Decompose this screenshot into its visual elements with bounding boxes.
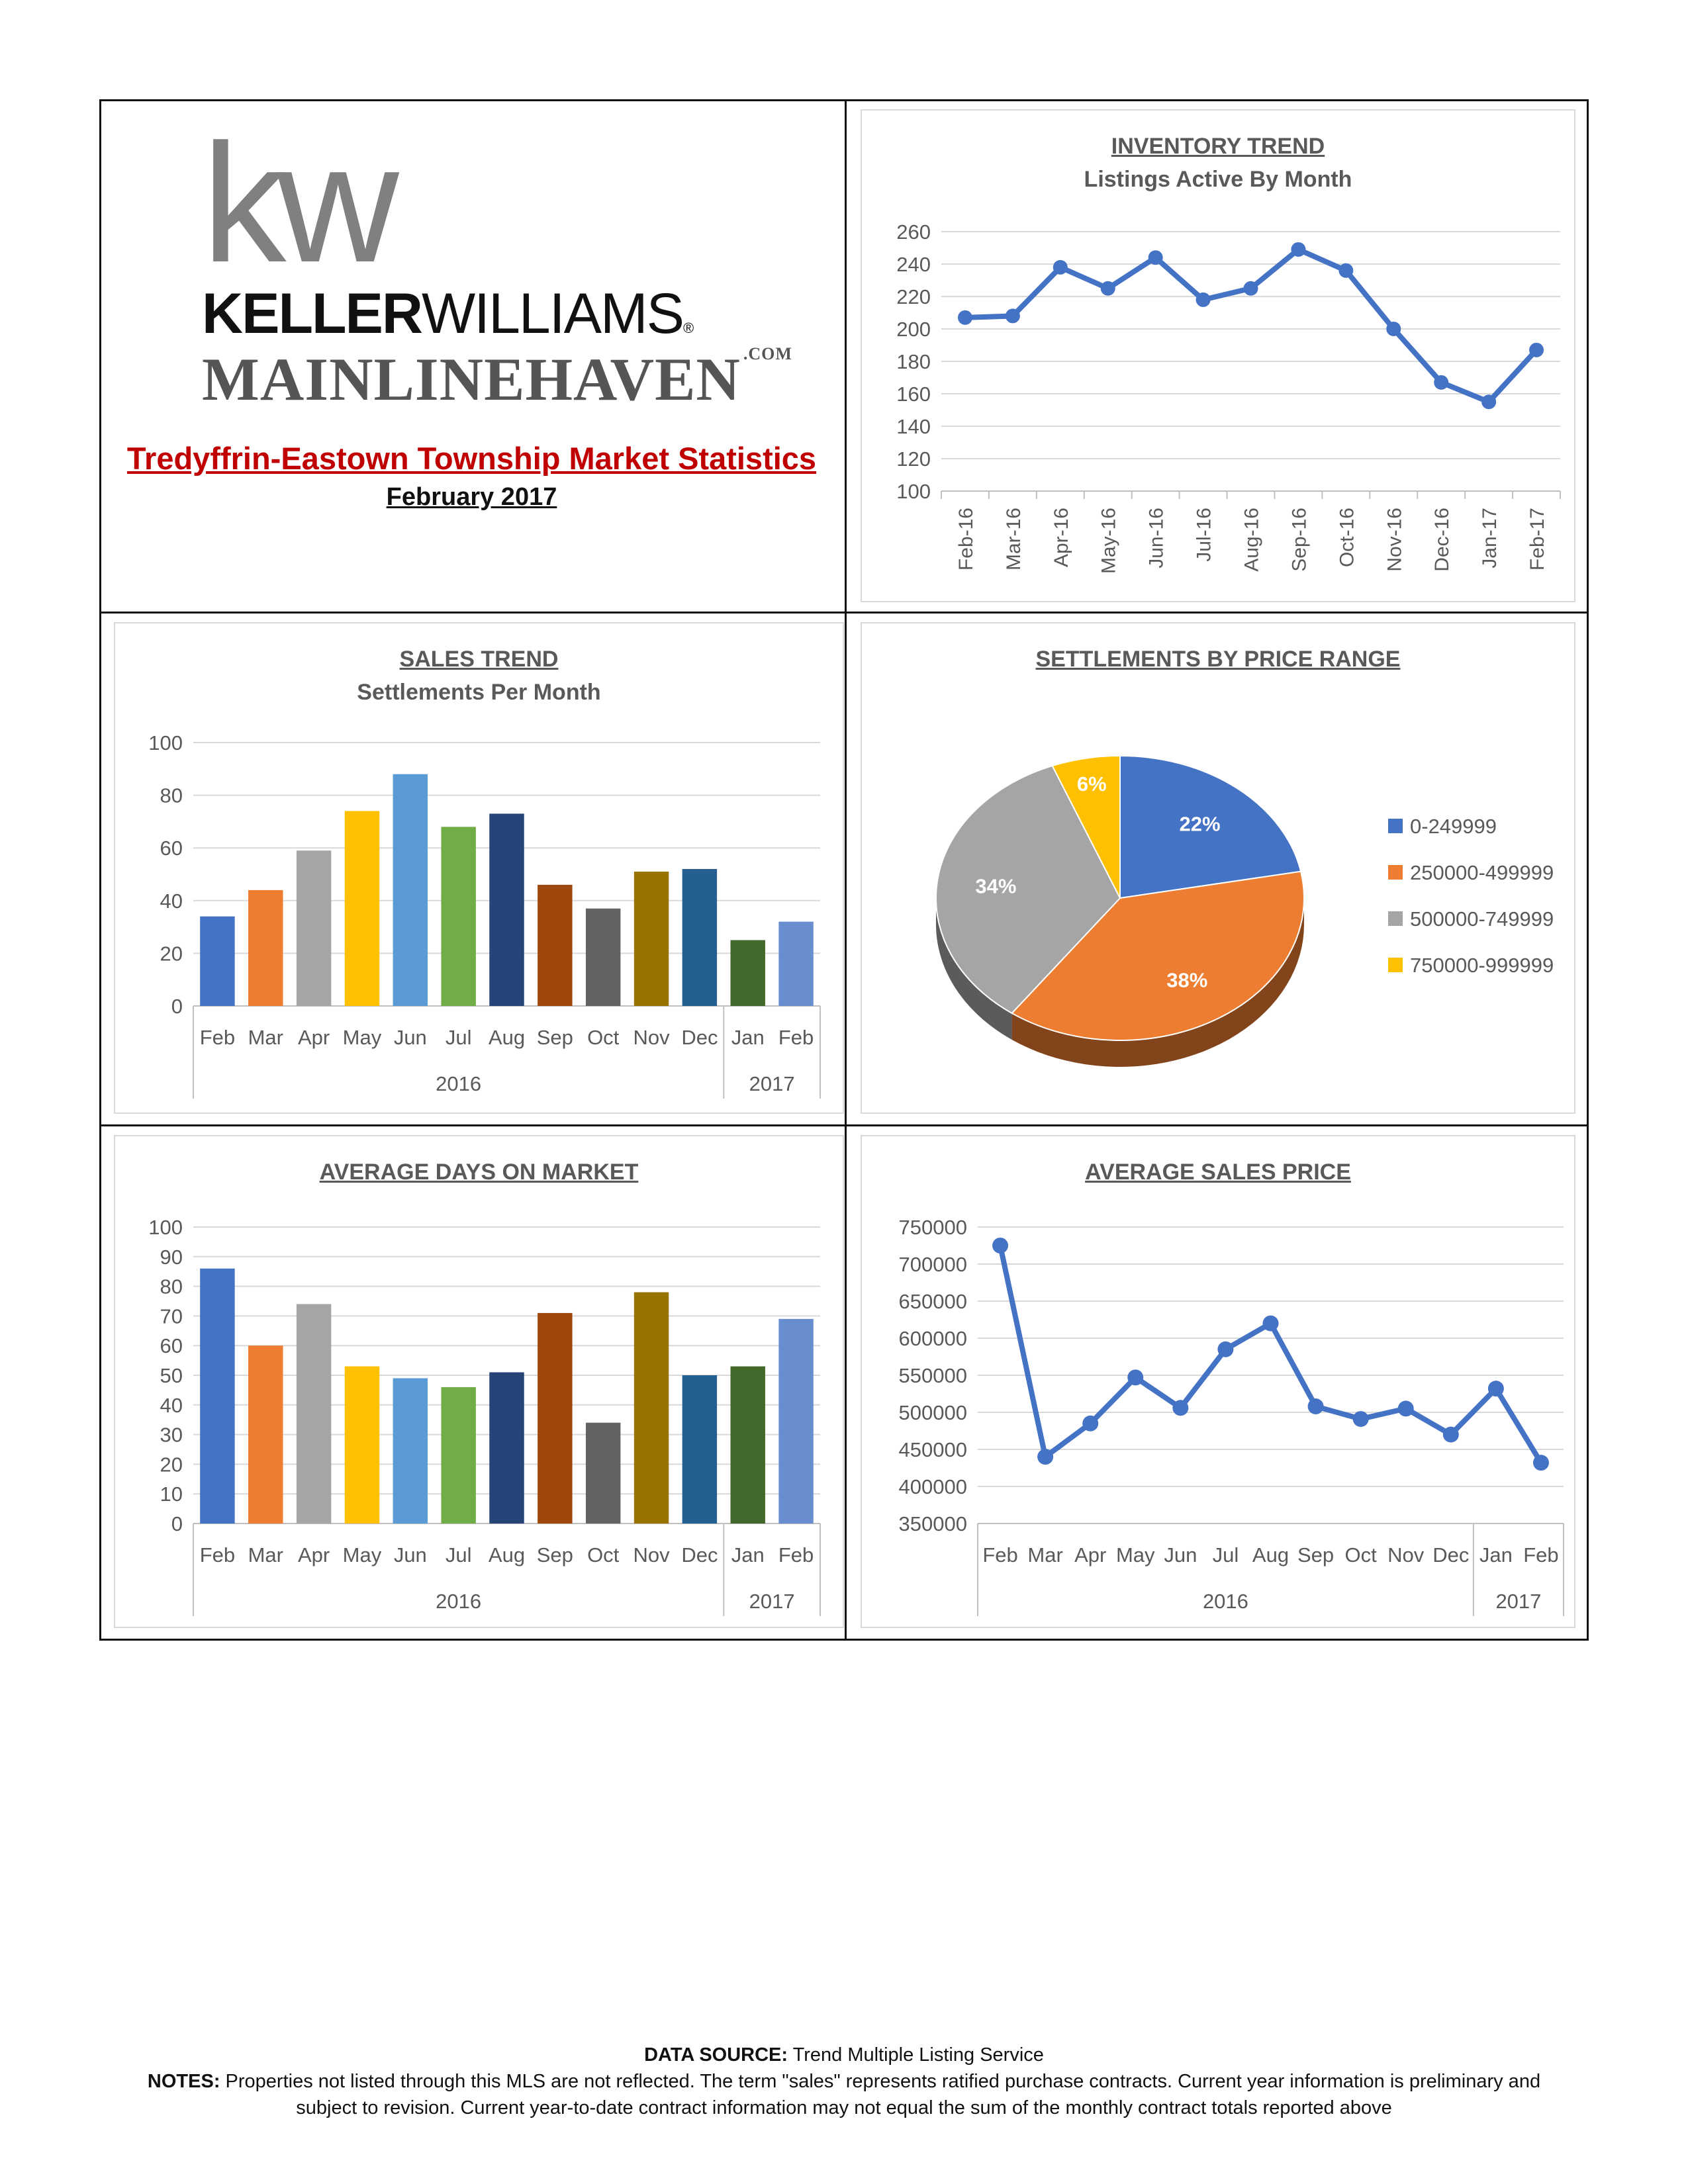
inventory-chart — [862, 111, 1574, 601]
dom-group-label: 2017 — [749, 1590, 795, 1613]
inventory-y-tick-label: 260 — [896, 220, 931, 244]
inventory-x-tick-label: Mar-16 — [1002, 508, 1025, 571]
sales-chart-subtitle: Settlements Per Month — [357, 680, 601, 705]
price-x-tick-label: Sep — [1297, 1543, 1335, 1567]
sales-x-tick-label: Dec — [681, 1026, 718, 1049]
inventory-chart-title: INVENTORY TREND — [1111, 134, 1325, 159]
price-data-point — [1353, 1411, 1369, 1427]
dom-y-tick-label: 30 — [160, 1423, 183, 1447]
price-data-point — [1082, 1416, 1098, 1432]
dom-bar — [538, 1313, 572, 1524]
price-data-point — [1308, 1398, 1324, 1414]
dom-bar — [731, 1367, 765, 1524]
dom-y-tick-label: 90 — [160, 1245, 183, 1269]
pie-legend-swatch — [1388, 911, 1403, 926]
inventory-y-tick-label: 160 — [896, 383, 931, 406]
sales-x-tick-label: Sep — [536, 1026, 573, 1049]
dom-bar — [778, 1319, 813, 1524]
price-data-point — [992, 1238, 1008, 1253]
sales-group-label: 2017 — [749, 1072, 795, 1095]
price-data-point — [1398, 1400, 1414, 1416]
sales-x-tick-label: Apr — [297, 1026, 330, 1049]
pie-legend-swatch — [1388, 865, 1403, 880]
inventory-data-point — [1291, 242, 1305, 257]
inventory-data-point — [1006, 308, 1020, 323]
sales-chart-card — [114, 622, 844, 1114]
sales-x-tick-label: Nov — [633, 1026, 670, 1049]
sales-y-tick-label: 100 — [148, 731, 183, 754]
sales-chart — [115, 623, 843, 1113]
dom-bar — [393, 1378, 428, 1524]
inventory-chart-card — [861, 109, 1575, 602]
sales-bar — [393, 774, 428, 1006]
inventory-data-point — [1244, 281, 1258, 296]
price-data-point — [1488, 1381, 1504, 1396]
price-y-tick-label: 600000 — [898, 1327, 967, 1350]
sales-x-tick-label: Jul — [445, 1026, 472, 1049]
pie-data-label: 38% — [1166, 968, 1208, 992]
pie-data-label: 34% — [975, 874, 1017, 898]
dom-y-tick-label: 70 — [160, 1304, 183, 1328]
dom-x-tick-label: Aug — [488, 1543, 526, 1567]
price-y-tick-label: 550000 — [898, 1364, 967, 1387]
sales-x-tick-label: May — [342, 1026, 382, 1049]
price-y-tick-label: 750000 — [898, 1216, 967, 1239]
sales-x-tick-label: Aug — [488, 1026, 526, 1049]
sales-x-tick-label: Jun — [393, 1026, 427, 1049]
dom-group-label: 2016 — [436, 1590, 482, 1613]
sales-group-label: 2016 — [436, 1072, 482, 1095]
dom-bar — [248, 1345, 283, 1524]
price-y-tick-label: 500000 — [898, 1401, 967, 1424]
price-chart — [862, 1136, 1574, 1627]
price-data-point — [1037, 1449, 1053, 1465]
price-y-tick-label: 700000 — [898, 1253, 967, 1276]
dom-chart-card — [114, 1135, 844, 1628]
sales-bar — [634, 872, 669, 1006]
dom-y-tick-label: 60 — [160, 1334, 183, 1358]
price-x-tick-label: Feb — [1523, 1543, 1559, 1567]
dom-x-tick-label: Jun — [393, 1543, 427, 1567]
pie-legend-label: 500000-749999 — [1410, 907, 1554, 931]
sales-bar — [778, 922, 813, 1006]
inventory-data-point — [1101, 281, 1115, 296]
page-title: Tredyffrin-Eastown Township Market Statistics — [126, 441, 817, 476]
dom-x-tick-label: Mar — [248, 1543, 283, 1567]
inventory-y-tick-label: 200 — [896, 318, 931, 341]
price-x-tick-label: Mar — [1027, 1543, 1063, 1567]
footer-source: DATA SOURCE: Trend Multiple Listing Service — [644, 2044, 1044, 2066]
sales-x-tick-label: Oct — [587, 1026, 620, 1049]
price-x-tick-label: Jan — [1479, 1543, 1513, 1567]
sales-bar — [586, 909, 620, 1006]
price-group-label: 2017 — [1495, 1590, 1542, 1613]
price-x-tick-label: Apr — [1074, 1543, 1107, 1567]
inventory-series-line — [965, 250, 1536, 402]
dom-chart — [115, 1136, 843, 1627]
dom-bar — [586, 1423, 620, 1524]
sales-bar — [345, 811, 379, 1006]
inventory-data-point — [1481, 394, 1496, 409]
sales-x-tick-label: Feb — [778, 1026, 814, 1049]
sales-bar — [682, 869, 717, 1006]
sales-x-tick-label: Jan — [731, 1026, 765, 1049]
price-data-point — [1127, 1369, 1143, 1385]
price-chart-card — [861, 1135, 1575, 1628]
inventory-x-tick-label: Apr-16 — [1050, 508, 1072, 568]
sales-y-tick-label: 80 — [160, 784, 183, 807]
dom-y-tick-label: 20 — [160, 1453, 183, 1477]
inventory-data-point — [1529, 343, 1544, 357]
inventory-data-point — [1149, 250, 1163, 265]
pie-data-label: 6% — [1076, 772, 1107, 796]
dom-x-tick-label: May — [342, 1543, 382, 1567]
settlements-chart — [862, 623, 1574, 1113]
dom-x-tick-label: Sep — [536, 1543, 573, 1567]
price-chart-title: AVERAGE SALES PRICE — [1085, 1160, 1351, 1185]
sales-bar — [538, 885, 572, 1006]
price-y-tick-label: 400000 — [898, 1475, 967, 1498]
sales-bar — [200, 917, 234, 1006]
inventory-x-tick-label: Aug-16 — [1241, 508, 1263, 572]
price-data-point — [1217, 1342, 1233, 1357]
inventory-chart-subtitle: Listings Active By Month — [1084, 167, 1352, 192]
inventory-x-tick-label: Jan-17 — [1479, 508, 1501, 569]
dom-bar — [345, 1367, 379, 1524]
kw-logo-text: kw — [202, 136, 390, 268]
kw-logo-icon — [202, 136, 414, 268]
dom-x-tick-label: Nov — [633, 1543, 670, 1567]
dom-x-tick-label: Feb — [199, 1543, 236, 1567]
dom-x-tick-label: Oct — [587, 1543, 620, 1567]
dom-y-tick-label: 0 — [171, 1512, 183, 1535]
price-y-tick-label: 350000 — [898, 1512, 967, 1535]
inventory-data-point — [1053, 260, 1068, 275]
price-data-point — [1172, 1400, 1188, 1416]
sales-bar — [441, 827, 475, 1006]
dom-bar — [200, 1269, 234, 1524]
dom-x-tick-label: Feb — [778, 1543, 814, 1567]
price-x-tick-label: Nov — [1387, 1543, 1425, 1567]
dom-x-tick-label: Dec — [681, 1543, 718, 1567]
price-x-tick-label: Dec — [1432, 1543, 1470, 1567]
inventory-y-tick-label: 120 — [896, 447, 931, 471]
price-x-tick-label: May — [1115, 1543, 1155, 1567]
pie-legend-swatch — [1388, 958, 1403, 972]
price-x-tick-label: Jul — [1212, 1543, 1239, 1567]
dom-bar — [297, 1304, 331, 1524]
brand-mainlinehaven: MAINLINEHAVEN $^{.COM}$ — [202, 344, 792, 413]
inventory-y-tick-label: 180 — [896, 350, 931, 373]
price-group-label: 2016 — [1202, 1590, 1248, 1613]
inventory-x-tick-label: Jun-16 — [1145, 508, 1168, 569]
pie-legend-label: 250000-499999 — [1410, 861, 1554, 884]
inventory-x-tick-label: Oct-16 — [1336, 508, 1358, 568]
pie-legend-swatch — [1388, 819, 1403, 833]
dom-bar — [441, 1387, 475, 1524]
price-y-tick-label: 450000 — [898, 1438, 967, 1461]
inventory-data-point — [1434, 375, 1448, 390]
inventory-data-point — [958, 310, 972, 325]
dom-y-tick-label: 40 — [160, 1393, 183, 1417]
dom-y-tick-label: 50 — [160, 1364, 183, 1387]
settlements-chart-card — [861, 622, 1575, 1114]
price-x-tick-label: Oct — [1344, 1543, 1377, 1567]
price-data-point — [1533, 1455, 1549, 1471]
sales-bar — [489, 813, 524, 1006]
inventory-x-tick-label: Nov-16 — [1383, 508, 1406, 572]
inventory-x-tick-label: Feb-17 — [1526, 508, 1549, 571]
inventory-x-tick-label: May-16 — [1098, 508, 1120, 574]
pie-legend-label: 0-249999 — [1410, 815, 1497, 838]
price-x-tick-label: Aug — [1252, 1543, 1289, 1567]
inventory-x-tick-label: Dec-16 — [1431, 508, 1454, 572]
inventory-data-point — [1196, 293, 1211, 307]
footer-notes: NOTES: Properties not listed through this MLS are not reflected. The term "sales" represents ratified purchase contracts. Current year information is preliminary and — [147, 2071, 1541, 2092]
pie-data-label: 22% — [1179, 812, 1221, 836]
sales-bar — [297, 850, 331, 1006]
dom-bar — [682, 1375, 717, 1524]
inventory-y-tick-label: 240 — [896, 253, 931, 276]
dom-y-tick-label: 10 — [160, 1482, 183, 1506]
price-series-line — [1000, 1246, 1541, 1463]
footer-notes-2: subject to revision. Current year-to-date contract information may not equal the sum of the monthly contract totals reported above — [296, 2097, 1392, 2118]
settlements-chart-title: SETTLEMENTS BY PRICE RANGE — [1035, 647, 1401, 672]
dom-x-tick-label: Jul — [445, 1543, 472, 1567]
sales-chart-title: SALES TREND — [399, 647, 559, 672]
dom-chart-title: AVERAGE DAYS ON MARKET — [319, 1160, 639, 1185]
inventory-y-tick-label: 140 — [896, 415, 931, 438]
dom-bar — [634, 1293, 669, 1524]
inventory-x-tick-label: Sep-16 — [1288, 508, 1311, 572]
sales-bar — [248, 890, 283, 1006]
sales-x-tick-label: Feb — [199, 1026, 236, 1049]
brand-keller-williams: KELLERWILLIAMS® — [202, 282, 693, 345]
price-x-tick-label: Jun — [1164, 1543, 1197, 1567]
dom-bar — [489, 1373, 524, 1524]
sales-y-tick-label: 20 — [160, 942, 183, 966]
price-data-point — [1263, 1316, 1279, 1332]
sales-bar — [731, 940, 765, 1007]
inventory-x-tick-label: Feb-16 — [955, 508, 977, 571]
dom-y-tick-label: 100 — [148, 1216, 183, 1239]
pie-legend-label: 750000-999999 — [1410, 954, 1554, 977]
inventory-data-point — [1386, 322, 1401, 336]
dom-x-tick-label: Jan — [731, 1543, 765, 1567]
inventory-y-tick-label: 220 — [896, 285, 931, 308]
page-subtitle: February 2017 — [386, 483, 557, 511]
inventory-y-tick-label: 100 — [896, 480, 931, 503]
inventory-x-tick-label: Jul-16 — [1193, 508, 1215, 562]
inventory-data-point — [1338, 263, 1353, 278]
sales-y-tick-label: 0 — [171, 995, 183, 1018]
sales-x-tick-label: Mar — [248, 1026, 283, 1049]
price-x-tick-label: Feb — [982, 1543, 1018, 1567]
price-y-tick-label: 650000 — [898, 1290, 967, 1313]
dom-y-tick-label: 80 — [160, 1275, 183, 1298]
dom-x-tick-label: Apr — [297, 1543, 330, 1567]
price-data-point — [1443, 1427, 1459, 1443]
sales-y-tick-label: 40 — [160, 889, 183, 913]
sales-y-tick-label: 60 — [160, 837, 183, 860]
